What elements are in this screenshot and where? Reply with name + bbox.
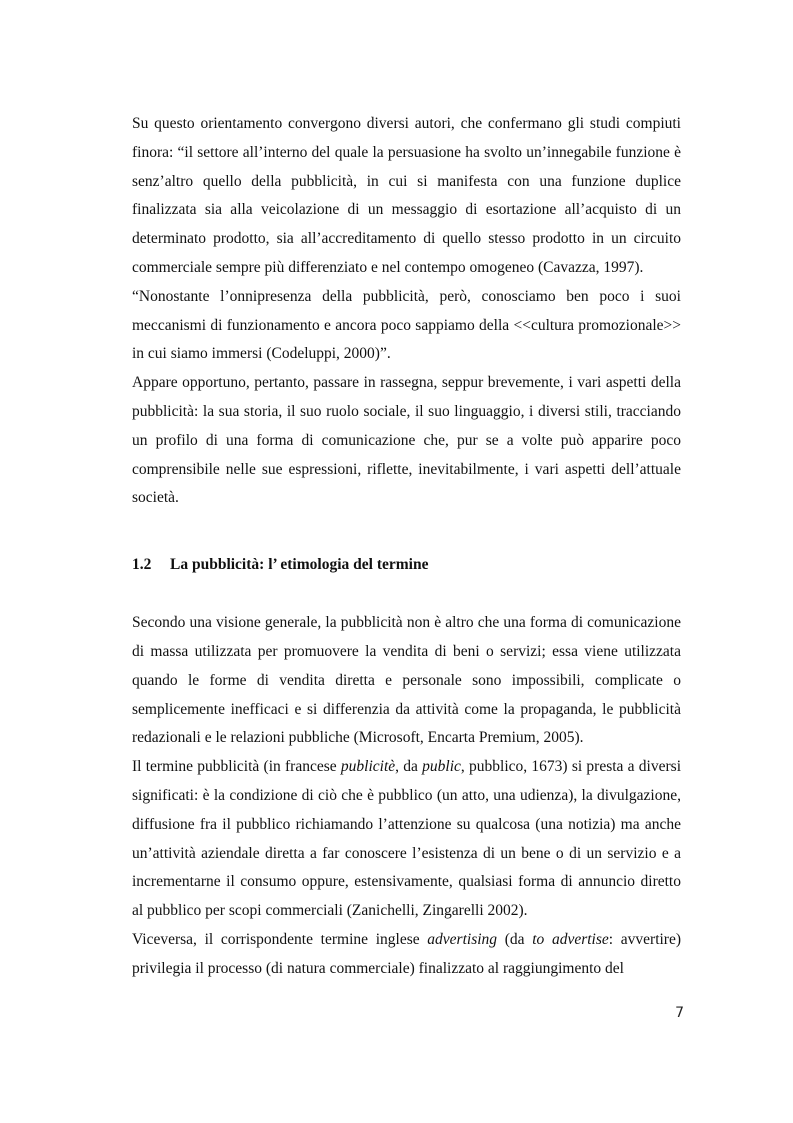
section-heading	[132, 551, 681, 579]
page-number: 7	[675, 1005, 684, 1021]
text-run: Viceversa, il corrispondente termine inglese	[132, 930, 428, 948]
paragraph-rassegna: Appare opportuno, pertanto, passare in rassegna, seppur brevemente, i vari aspetti della pubblicità: la sua storia, il suo ruolo sociale, il suo linguaggio, i diversi stili, tracciando un profilo di una forma di comunicazione che, pur se a volte può apparire poco comprensibile nelle sue espressioni, riflette, inevitabilmente, i vari aspetti dell’attuale società.	[132, 374, 681, 507]
section-number: 1.2	[132, 556, 152, 574]
italic-term-to-advertise: to advertise	[532, 930, 609, 948]
text-run: , pubblico, 1673) si presta a diversi significati: è la condizione di ciò che è pubblico (un atto, una udienza), la divulgazione, diffusione fra il pubblico richiamando l’attenzione su qualcosa (una notizia) ma anche un’attività aziendale diretta a far conoscere l’esistenza di un bene o di un servizio e a incrementarne il consumo oppure, estensivamente, qualsiasi forma di annuncio diretto al pubblico per scopi commerciali (Zanichelli, Zingarelli 2002).	[132, 758, 681, 920]
text-run: Il termine pubblicità (in francese	[132, 758, 341, 776]
paragraph-termine-pubblicita	[132, 753, 681, 926]
italic-term-advertising: advertising	[427, 930, 498, 948]
paragraph-orientamento: Su questo orientamento convergono diversi autori, che confermano gli studi compiuti finora: “il settore all’interno del quale la persuasione ha svolto un’innegabile funzione è senz’altro quello della pubblicità, in cui si manifesta con una funzione duplice finalizzata sia alla veicolazione di un messaggio di esortazione all’acquisto di un determinato prodotto, sia all’accreditamento di quello stesso prodotto in un circuito commerciale sempre più differenziato e nel contempo omogeneo (Cavazza, 1997).	[132, 115, 681, 276]
italic-term-public: public	[422, 758, 461, 776]
page-body	[132, 110, 681, 984]
paragraph-visione-generale: Secondo una visione generale, la pubblicità non è altro che una forma di comunicazione di massa utilizzata per promuovere la vendita di beni o servizi; essa viene utilizzata quando le forme di vendita diretta e personale sono impossibili, complicate o semplicemente inefficaci e si differenzia da attività come la propaganda, le pubblicità redazionali e le relazioni pubbliche (Microsoft, Encarta Premium, 2005).	[132, 614, 681, 747]
paragraph-advertising	[132, 926, 681, 984]
section-title: La pubblicità: l’ etimologia del termine	[170, 556, 429, 574]
text-run: : avvertire) privilegia il processo (di natura commerciale) finalizzato al raggiungimento del	[132, 930, 682, 977]
text-run: , da	[395, 758, 423, 776]
paragraph-onnipresenza: “Nonostante l’onnipresenza della pubblicità, però, conosciamo ben poco i suoi meccanismi di funzionamento e ancora poco sappiamo della <<cultura promozionale>> in cui siamo immersi (Codeluppi, 2000)”.	[132, 287, 681, 363]
text-run: (da	[497, 930, 533, 948]
italic-term-publicite: publicitè	[340, 758, 396, 776]
